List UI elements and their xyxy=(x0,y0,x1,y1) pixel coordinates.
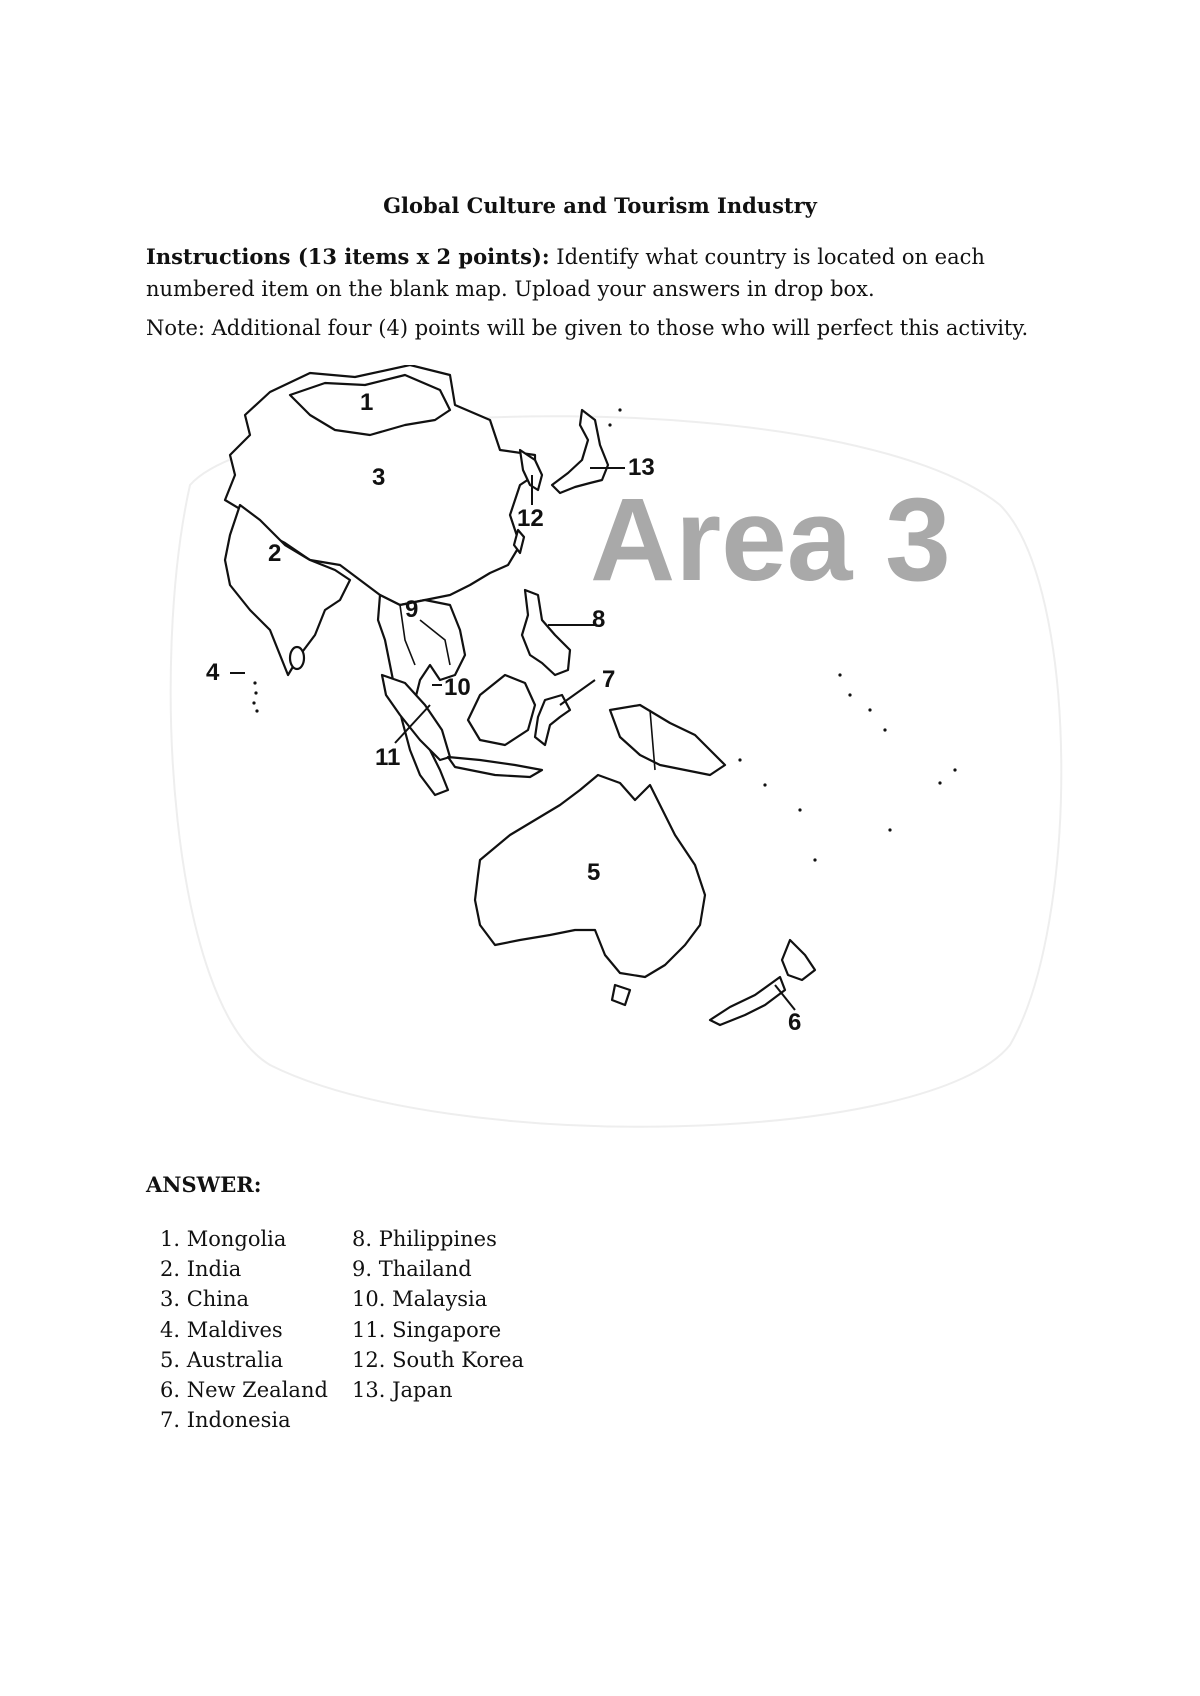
new-guinea-shape xyxy=(610,705,725,775)
new-zealand-shape xyxy=(782,940,815,980)
answer-item: 1. Mongolia xyxy=(160,1227,287,1251)
instructions-paragraph xyxy=(146,241,1076,305)
marker-8: 8 xyxy=(592,606,606,633)
answer-item: 11. Singapore xyxy=(352,1317,502,1342)
answer-item: 2. India xyxy=(160,1257,242,1282)
answer-item: 7. Indonesia xyxy=(160,1408,291,1433)
answer-item: 6. New Zealand xyxy=(160,1378,328,1403)
marker-9: 9 xyxy=(405,596,419,623)
tasmania-shape xyxy=(612,985,630,1005)
document-title: Global Culture and Tourism Industry xyxy=(383,193,817,218)
answer-item: 5. Australia xyxy=(160,1347,284,1372)
philippines-shape xyxy=(522,590,570,675)
answer-item: 4. Maldives xyxy=(160,1317,283,1342)
instructions-label: Instructions (13 items x 2 points): xyxy=(146,244,550,269)
note-paragraph: Note: Additional four (4) points will be given to those who will perfect this activity. xyxy=(146,316,1029,340)
answer-list-right xyxy=(352,1224,524,1405)
marker-1: 1 xyxy=(360,389,374,416)
marker-13: 13 xyxy=(628,454,655,481)
japan-shape xyxy=(552,410,608,493)
answer-item: 9. Thailand xyxy=(352,1257,472,1282)
answer-item: 10. Malaysia xyxy=(352,1287,488,1312)
answer-item: 3. China xyxy=(160,1287,250,1312)
marker-12: 12 xyxy=(517,505,544,532)
answer-item: 13. Japan xyxy=(352,1378,453,1403)
answer-item: 8. Philippines xyxy=(352,1227,497,1251)
marker-11: 11 xyxy=(375,744,401,771)
answer-list-left xyxy=(160,1224,328,1435)
map-watermark: Area 3 xyxy=(590,474,951,606)
instructions-text: Identify what country is located on each numbered item on the blank map. Upload your answers in drop box. xyxy=(146,245,985,301)
marker-4: 4 xyxy=(206,659,220,686)
answer-heading: ANSWER: xyxy=(146,1172,262,1197)
answer-item: 12. South Korea xyxy=(352,1347,525,1372)
marker-7: 7 xyxy=(602,666,616,693)
java-shape xyxy=(448,757,542,777)
marker-10: 10 xyxy=(444,674,471,701)
sri-lanka-shape xyxy=(290,647,304,669)
marker-3: 3 xyxy=(372,464,386,491)
borneo-shape xyxy=(468,675,535,745)
marker-6: 6 xyxy=(788,1009,802,1036)
marker-5: 5 xyxy=(587,859,601,886)
asia-pacific-blank-map xyxy=(150,365,1070,1155)
marker-2: 2 xyxy=(268,540,282,567)
